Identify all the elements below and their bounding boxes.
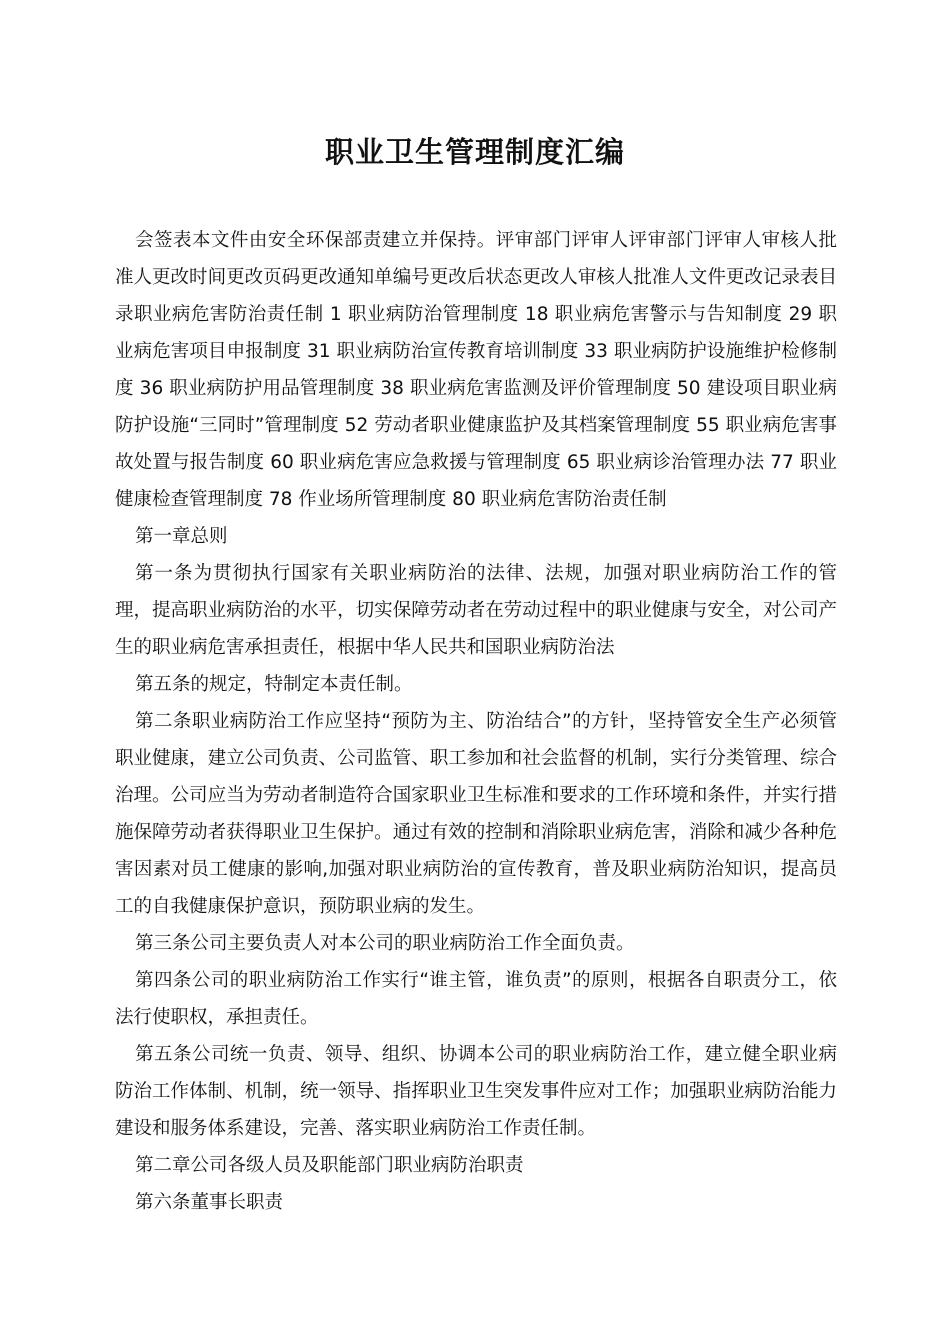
article-6: 第六条董事长职责 [135,1192,284,1213]
article-5: 第五条公司统一负责、领导、组织、协调本公司的职业病防治工作，建立健全职业病防治工作体制、机制，统一领导、指挥职业卫生突发事件应对工作；加强职业病防治能力建设和服务体系建设，完善、落实职业病防治工作责任制。 [115,1044,837,1139]
article-2: 第二条职业病防治工作应坚持“预防为主、防治结合”的方针，坚持管安全生产必须管职业健康，建立公司负责、公司监管、职工参加和社会监督的机制，实行分类管理、综合治理。公司应当为劳动者制造符合国家职业卫生标准和要求的工作环境和条件，并实行措施保障劳动者获得职业卫生保护。通过有效的控制和消除职业病危害，消除和减少各种危害因素对员工健康的影响,加强对职业病防治的宣传教育，普及职业病防治知识，提高员工的自我健康保护意识，预防职业病的发生。 [115,711,837,917]
article-3: 第三条公司主要负责人对本公司的职业病防治工作全面负责。 [135,933,635,954]
chapter-heading-1: 第一章总则 [135,526,228,547]
article-1-continued: 第五条的规定，特制定本责任制。 [135,674,413,695]
chapter-heading-2: 第二章公司各级人员及职能部门职业病防治职责 [135,1155,524,1176]
document-title: 职业卫生管理制度汇编 [324,135,625,169]
article-1: 第一条为贯彻执行国家有关职业病防治的法律、法规，加强对职业病防治工作的管理，提高职业病防治的水平，切实保障劳动者在劳动过程中的职业健康与安全，对公司产生的职业病危害承担责任，根据中华人民共和国职业病防治法 [115,563,837,658]
paragraph-preamble-toc: 会签表本文件由安全环保部责建立并保持。评审部门评审人评审部门评审人审核人批准人更改时间更改页码更改通知单编号更改后状态更改人审核人批准人文件更改记录表目录职业病危害防治责任制 1 职业病防治管理制度 18 职业病危害警示与告知制度 29 职业病危害项目申报制度 31 职业病防治宣传教育培训制度 33 职业病防护设施维护检修制度 36 职业病防护用品管理制度 38 职业病危害监测及评价管理制度 50 建设项目职业病防护设施“三同时”管理制度 52 劳动者职业健康监护及其档案管理制度 55 职业病危害事故处置与报告制度 60 职业病危害应急救援与管理制度 65 职业病诊治管理办法 77 职业健康检查管理制度 78 作业场所管理制度 80 职业病危害防治责任制 [115,230,837,510]
document-body [115,222,837,1221]
article-4: 第四条公司的职业病防治工作实行“谁主管，谁负责”的原则，根据各自职责分工，依法行使职权，承担责任。 [115,970,837,1028]
